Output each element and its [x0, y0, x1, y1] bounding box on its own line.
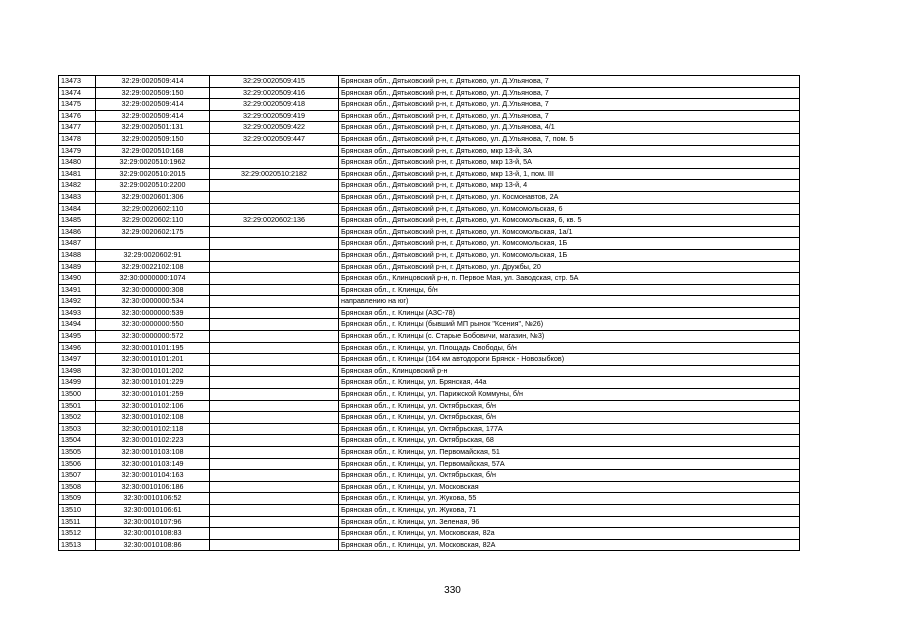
- cadastral-number-cell: 32:30:0000000:308: [96, 284, 210, 296]
- cadastral-number-cell: 32:30:0000000:550: [96, 319, 210, 331]
- address-cell: Брянская обл., г. Клинцы, ул. Октябрьская, б/н: [339, 470, 800, 482]
- table-row: [59, 342, 800, 354]
- cadastral-number-cell: 32:30:0010101:202: [96, 365, 210, 377]
- table-row: [59, 273, 800, 285]
- row-number-cell: 13473: [59, 76, 96, 88]
- linked-cadastral-number-cell: [210, 273, 339, 285]
- registry-table-body: [59, 76, 800, 551]
- row-number-cell: 13476: [59, 110, 96, 122]
- row-number-cell: 13508: [59, 481, 96, 493]
- table-row: [59, 203, 800, 215]
- table-row: [59, 261, 800, 273]
- address-cell: Брянская обл., Дятьковский р-н, г. Дятьково, ул. Д.Ульянова, 7: [339, 110, 800, 122]
- row-number-cell: 13474: [59, 87, 96, 99]
- cadastral-number-cell: 32:30:0000000:1074: [96, 273, 210, 285]
- row-number-cell: 13484: [59, 203, 96, 215]
- cadastral-number-cell: 32:30:0010108:86: [96, 539, 210, 551]
- cadastral-number-cell: 32:29:0020509:414: [96, 99, 210, 111]
- linked-cadastral-number-cell: [210, 354, 339, 366]
- cadastral-number-cell: 32:30:0010102:106: [96, 400, 210, 412]
- cadastral-number-cell: 32:30:0010102:108: [96, 412, 210, 424]
- linked-cadastral-number-cell: [210, 180, 339, 192]
- row-number-cell: 13482: [59, 180, 96, 192]
- table-row: [59, 504, 800, 516]
- table-row: [59, 87, 800, 99]
- row-number-cell: 13502: [59, 412, 96, 424]
- address-cell: направлению на юг): [339, 296, 800, 308]
- linked-cadastral-number-cell: 32:29:0020509:415: [210, 76, 339, 88]
- address-cell: Брянская обл., Дятьковский р-н, г. Дятьково, ул. Д.Ульянова, 7: [339, 76, 800, 88]
- linked-cadastral-number-cell: [210, 435, 339, 447]
- linked-cadastral-number-cell: [210, 307, 339, 319]
- linked-cadastral-number-cell: [210, 470, 339, 482]
- table-row: [59, 110, 800, 122]
- address-cell: Брянская обл., Клинцовский р-н: [339, 365, 800, 377]
- row-number-cell: 13511: [59, 516, 96, 528]
- cadastral-number-cell: 32:29:0020510:168: [96, 145, 210, 157]
- cadastral-number-cell: 32:29:0020509:414: [96, 76, 210, 88]
- table-row: [59, 493, 800, 505]
- address-cell: Брянская обл., Дятьковский р-н, г. Дятьково, ул. Д.Ульянова, 7: [339, 87, 800, 99]
- table-row: [59, 191, 800, 203]
- address-cell: Брянская обл., Дятьковский р-н, г. Дятьково, ул. Комсомольская, 1Б: [339, 249, 800, 261]
- address-cell: Брянская обл., г. Клинцы, ул. Брянская, 44а: [339, 377, 800, 389]
- linked-cadastral-number-cell: [210, 342, 339, 354]
- address-cell: Брянская обл., г. Клинцы, ул. Московская, 82А: [339, 539, 800, 551]
- linked-cadastral-number-cell: [210, 447, 339, 459]
- row-number-cell: 13501: [59, 400, 96, 412]
- property-registry-table: [58, 75, 800, 551]
- table-row: [59, 238, 800, 250]
- table-row: [59, 470, 800, 482]
- row-number-cell: 13488: [59, 249, 96, 261]
- table-row: [59, 296, 800, 308]
- cadastral-number-cell: [96, 238, 210, 250]
- table-row: [59, 354, 800, 366]
- address-cell: Брянская обл., Дятьковский р-н, г. Дятьково, мкр 13-й, 3А: [339, 145, 800, 157]
- row-number-cell: 13493: [59, 307, 96, 319]
- table-row: [59, 435, 800, 447]
- table-row: [59, 331, 800, 343]
- linked-cadastral-number-cell: [210, 400, 339, 412]
- table-row: [59, 145, 800, 157]
- address-cell: Брянская обл., г. Клинцы (164 км автодороги Брянск - Новозыбков): [339, 354, 800, 366]
- cadastral-number-cell: 32:29:0020602:91: [96, 249, 210, 261]
- address-cell: Брянская обл., г. Клинцы, ул. Московская: [339, 481, 800, 493]
- row-number-cell: 13506: [59, 458, 96, 470]
- linked-cadastral-number-cell: [210, 377, 339, 389]
- table-row: [59, 377, 800, 389]
- table-row: [59, 76, 800, 88]
- linked-cadastral-number-cell: [210, 145, 339, 157]
- cadastral-number-cell: 32:30:0010103:149: [96, 458, 210, 470]
- row-number-cell: 13505: [59, 447, 96, 459]
- address-cell: Брянская обл., г. Клинцы, ул. Октябрьская, 68: [339, 435, 800, 447]
- address-cell: Брянская обл., г. Клинцы, ул. Первомайская, 51: [339, 447, 800, 459]
- cadastral-number-cell: 32:30:0010101:229: [96, 377, 210, 389]
- table-row: [59, 528, 800, 540]
- linked-cadastral-number-cell: [210, 389, 339, 401]
- table-row: [59, 365, 800, 377]
- cadastral-number-cell: 32:29:0020602:175: [96, 226, 210, 238]
- cadastral-number-cell: 32:29:0020510:2200: [96, 180, 210, 192]
- address-cell: Брянская обл., г. Клинцы, ул. Жукова, 71: [339, 504, 800, 516]
- row-number-cell: 13513: [59, 539, 96, 551]
- table-row: [59, 539, 800, 551]
- address-cell: Брянская обл., г. Клинцы, ул. Октябрьская, б/н: [339, 412, 800, 424]
- address-cell: Брянская обл., г. Клинцы (бывший МП рынок "Ксения", №26): [339, 319, 800, 331]
- cadastral-number-cell: 32:30:0010104:163: [96, 470, 210, 482]
- linked-cadastral-number-cell: [210, 493, 339, 505]
- linked-cadastral-number-cell: [210, 296, 339, 308]
- linked-cadastral-number-cell: [210, 249, 339, 261]
- linked-cadastral-number-cell: [210, 504, 339, 516]
- address-cell: Брянская обл., Дятьковский р-н, г. Дятьково, ул. Дружбы, 20: [339, 261, 800, 273]
- row-number-cell: 13477: [59, 122, 96, 134]
- table-row: [59, 307, 800, 319]
- row-number-cell: 13487: [59, 238, 96, 250]
- row-number-cell: 13489: [59, 261, 96, 273]
- table-row: [59, 389, 800, 401]
- cadastral-number-cell: 32:30:0000000:539: [96, 307, 210, 319]
- cadastral-number-cell: 32:30:0010106:186: [96, 481, 210, 493]
- table-row: [59, 458, 800, 470]
- table-row: [59, 284, 800, 296]
- cadastral-number-cell: 32:30:0010108:83: [96, 528, 210, 540]
- linked-cadastral-number-cell: [210, 539, 339, 551]
- cadastral-number-cell: 32:30:0000000:572: [96, 331, 210, 343]
- linked-cadastral-number-cell: [210, 516, 339, 528]
- table-row: [59, 447, 800, 459]
- linked-cadastral-number-cell: [210, 423, 339, 435]
- linked-cadastral-number-cell: [210, 412, 339, 424]
- row-number-cell: 13512: [59, 528, 96, 540]
- address-cell: Брянская обл., г. Клинцы, ул. Московская, 82а: [339, 528, 800, 540]
- address-cell: Брянская обл., Клинцовский р-н, п. Первое Мая, ул. Заводская, стр. 5А: [339, 273, 800, 285]
- table-row: [59, 157, 800, 169]
- address-cell: Брянская обл., г. Клинцы, ул. Первомайская, 57А: [339, 458, 800, 470]
- row-number-cell: 13480: [59, 157, 96, 169]
- address-cell: Брянская обл., Дятьковский р-н, г. Дятьково, мкр 13-й, 1, пом. III: [339, 168, 800, 180]
- table-row: [59, 168, 800, 180]
- table-row: [59, 412, 800, 424]
- address-cell: Брянская обл., г. Клинцы, ул. Парижской Коммуны, б/н: [339, 389, 800, 401]
- cadastral-number-cell: 32:30:0010101:259: [96, 389, 210, 401]
- address-cell: Брянская обл., г. Клинцы, ул. Октябрьская, б/н: [339, 400, 800, 412]
- address-cell: Брянская обл., Дятьковский р-н, г. Дятьково, ул. Комсомольская, 6, кв. 5: [339, 215, 800, 227]
- linked-cadastral-number-cell: [210, 481, 339, 493]
- linked-cadastral-number-cell: 32:29:0020509:447: [210, 133, 339, 145]
- table-row: [59, 400, 800, 412]
- cadastral-number-cell: 32:29:0020509:150: [96, 133, 210, 145]
- row-number-cell: 13504: [59, 435, 96, 447]
- linked-cadastral-number-cell: 32:29:0020509:419: [210, 110, 339, 122]
- row-number-cell: 13483: [59, 191, 96, 203]
- row-number-cell: 13481: [59, 168, 96, 180]
- row-number-cell: 13491: [59, 284, 96, 296]
- linked-cadastral-number-cell: 32:29:0020602:136: [210, 215, 339, 227]
- table-row: [59, 180, 800, 192]
- row-number-cell: 13498: [59, 365, 96, 377]
- cadastral-number-cell: 32:30:0010107:96: [96, 516, 210, 528]
- linked-cadastral-number-cell: [210, 528, 339, 540]
- table-row: [59, 122, 800, 134]
- address-cell: Брянская обл., Дятьковский р-н, г. Дятьково, ул. Комсомольская, 1Б: [339, 238, 800, 250]
- row-number-cell: 13497: [59, 354, 96, 366]
- row-number-cell: 13490: [59, 273, 96, 285]
- address-cell: Брянская обл., Дятьковский р-н, г. Дятьково, ул. Комсомольская, 6: [339, 203, 800, 215]
- linked-cadastral-number-cell: [210, 261, 339, 273]
- address-cell: Брянская обл., Дятьковский р-н, г. Дятьково, мкр 13-й, 4: [339, 180, 800, 192]
- linked-cadastral-number-cell: [210, 331, 339, 343]
- linked-cadastral-number-cell: 32:29:0020509:416: [210, 87, 339, 99]
- table-row: [59, 249, 800, 261]
- cadastral-number-cell: 32:30:0010103:108: [96, 447, 210, 459]
- linked-cadastral-number-cell: [210, 203, 339, 215]
- table-row: [59, 226, 800, 238]
- linked-cadastral-number-cell: [210, 226, 339, 238]
- address-cell: Брянская обл., г. Клинцы (с. Старые Бобовичи, магазин, №3): [339, 331, 800, 343]
- address-cell: Брянская обл., г. Клинцы, ул. Октябрьская, 177А: [339, 423, 800, 435]
- cadastral-number-cell: 32:30:0010102:223: [96, 435, 210, 447]
- address-cell: Брянская обл., г. Клинцы, ул. Площадь Свободы, б/н: [339, 342, 800, 354]
- linked-cadastral-number-cell: 32:29:0020510:2182: [210, 168, 339, 180]
- row-number-cell: 13503: [59, 423, 96, 435]
- row-number-cell: 13507: [59, 470, 96, 482]
- row-number-cell: 13509: [59, 493, 96, 505]
- row-number-cell: 13492: [59, 296, 96, 308]
- row-number-cell: 13495: [59, 331, 96, 343]
- table-row: [59, 423, 800, 435]
- address-cell: Брянская обл., Дятьковский р-н, г. Дятьково, ул. Д.Ульянова, 4/1: [339, 122, 800, 134]
- cadastral-number-cell: 32:29:0020602:110: [96, 203, 210, 215]
- linked-cadastral-number-cell: [210, 319, 339, 331]
- cadastral-number-cell: 32:29:0020510:2015: [96, 168, 210, 180]
- cadastral-number-cell: 32:30:0010101:201: [96, 354, 210, 366]
- linked-cadastral-number-cell: [210, 458, 339, 470]
- row-number-cell: 13496: [59, 342, 96, 354]
- cadastral-number-cell: 32:29:0020501:131: [96, 122, 210, 134]
- cadastral-number-cell: 32:29:0020602:110: [96, 215, 210, 227]
- address-cell: Брянская обл., г. Клинцы (АЗС-78): [339, 307, 800, 319]
- linked-cadastral-number-cell: [210, 365, 339, 377]
- row-number-cell: 13486: [59, 226, 96, 238]
- table-row: [59, 481, 800, 493]
- cadastral-number-cell: 32:30:0010106:61: [96, 504, 210, 516]
- table-row: [59, 319, 800, 331]
- cadastral-number-cell: 32:29:0020509:414: [96, 110, 210, 122]
- table-row: [59, 215, 800, 227]
- linked-cadastral-number-cell: 32:29:0020509:418: [210, 99, 339, 111]
- cadastral-number-cell: 32:30:0000000:534: [96, 296, 210, 308]
- linked-cadastral-number-cell: 32:29:0020509:422: [210, 122, 339, 134]
- row-number-cell: 13485: [59, 215, 96, 227]
- address-cell: Брянская обл., Дятьковский р-н, г. Дятьково, ул. Д.Ульянова, 7: [339, 99, 800, 111]
- table-row: [59, 516, 800, 528]
- linked-cadastral-number-cell: [210, 238, 339, 250]
- cadastral-number-cell: 32:29:0020509:150: [96, 87, 210, 99]
- cadastral-number-cell: 32:29:0020601:306: [96, 191, 210, 203]
- address-cell: Брянская обл., Дятьковский р-н, г. Дятьково, ул. Комсомольская, 1а/1: [339, 226, 800, 238]
- row-number-cell: 13478: [59, 133, 96, 145]
- row-number-cell: 13475: [59, 99, 96, 111]
- linked-cadastral-number-cell: [210, 157, 339, 169]
- cadastral-number-cell: 32:30:0010101:195: [96, 342, 210, 354]
- address-cell: Брянская обл., г. Клинцы, ул. Жукова, 55: [339, 493, 800, 505]
- row-number-cell: 13499: [59, 377, 96, 389]
- address-cell: Брянская обл., г. Клинцы, ул. Зеленая, 96: [339, 516, 800, 528]
- address-cell: Брянская обл., Дятьковский р-н, г. Дятьково, мкр 13-й, 5А: [339, 157, 800, 169]
- address-cell: Брянская обл., г. Клинцы, б/н: [339, 284, 800, 296]
- cadastral-number-cell: 32:30:0010102:118: [96, 423, 210, 435]
- row-number-cell: 13510: [59, 504, 96, 516]
- row-number-cell: 13479: [59, 145, 96, 157]
- table-row: [59, 133, 800, 145]
- row-number-cell: 13494: [59, 319, 96, 331]
- cadastral-number-cell: 32:30:0010106:52: [96, 493, 210, 505]
- linked-cadastral-number-cell: [210, 191, 339, 203]
- cadastral-number-cell: 32:29:0022102:108: [96, 261, 210, 273]
- address-cell: Брянская обл., Дятьковский р-н, г. Дятьково, ул. Космонавтов, 2А: [339, 191, 800, 203]
- table-row: [59, 99, 800, 111]
- row-number-cell: 13500: [59, 389, 96, 401]
- cadastral-number-cell: 32:29:0020510:1962: [96, 157, 210, 169]
- page-number: 330: [444, 585, 461, 596]
- linked-cadastral-number-cell: [210, 284, 339, 296]
- address-cell: Брянская обл., Дятьковский р-н, г. Дятьково, ул. Д.Ульянова, 7, пом. 5: [339, 133, 800, 145]
